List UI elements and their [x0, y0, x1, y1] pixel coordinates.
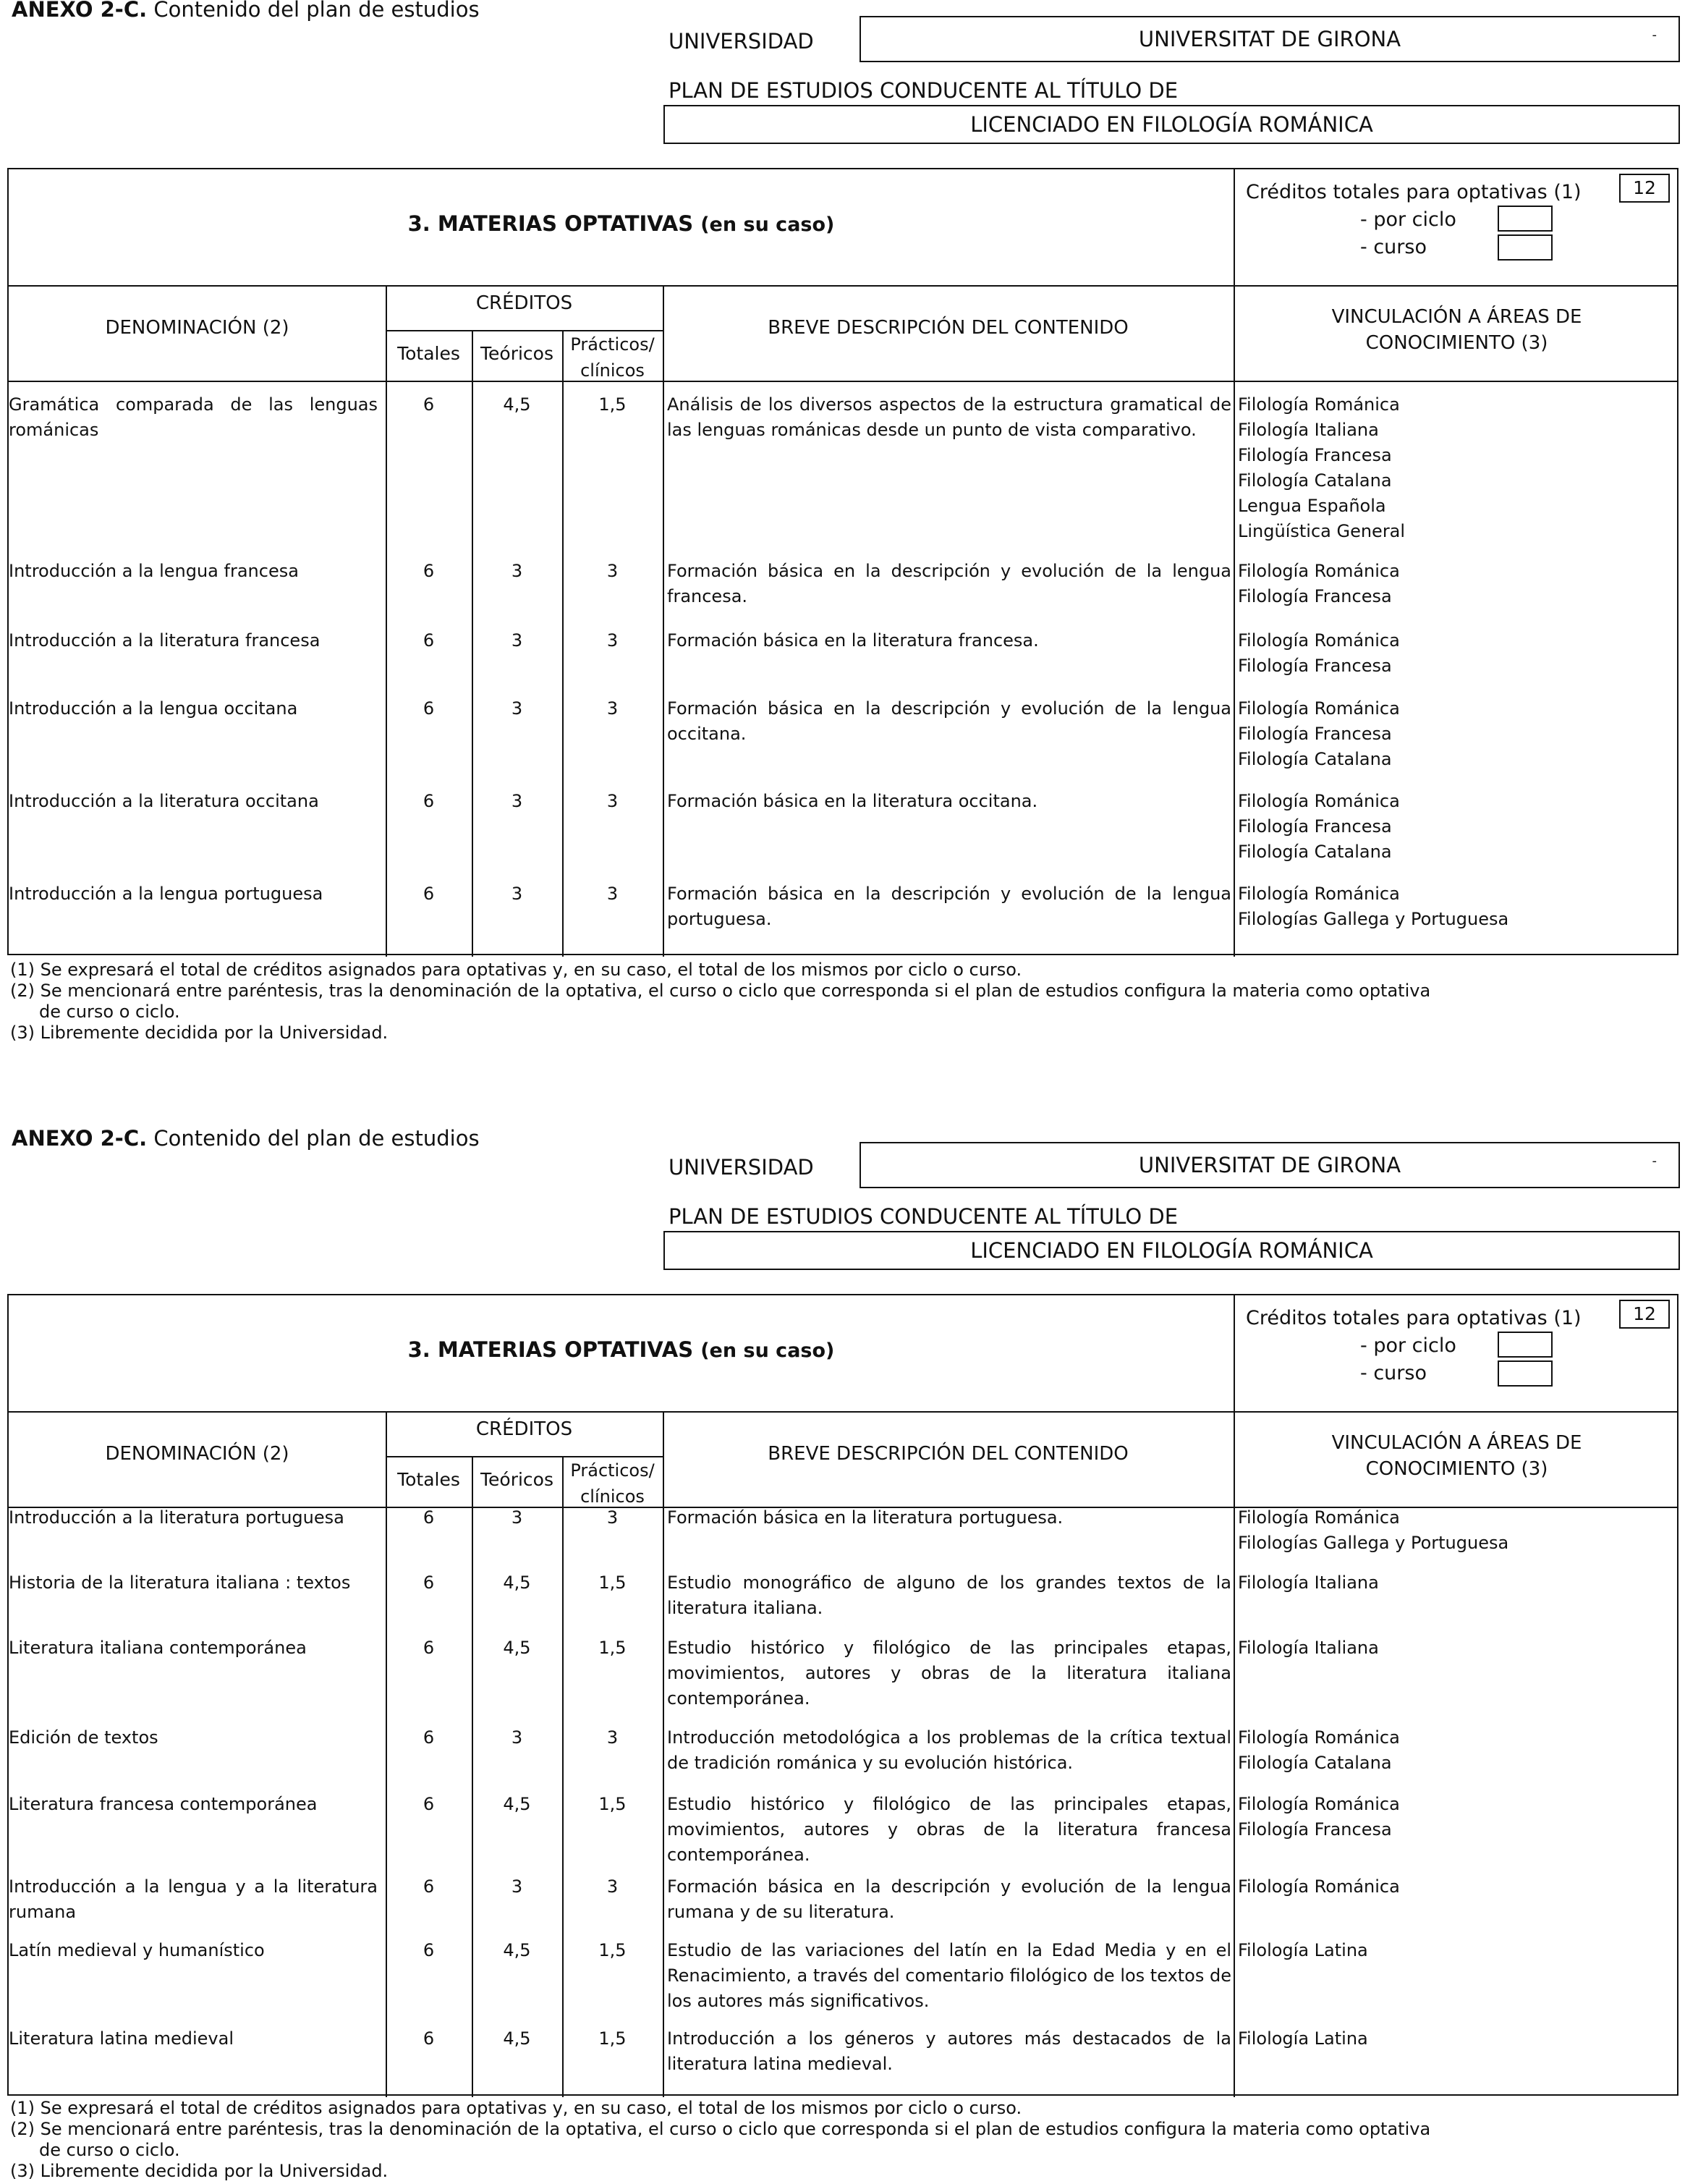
universidad-field — [860, 1142, 1680, 1188]
credits-practice: 1,5 — [598, 394, 627, 415]
subject-description: Estudio histórico y filológico de las principales etapas, movimientos, autores y obras de la literatura italiana contemporánea. — [667, 1638, 1231, 1709]
footnotes — [10, 2098, 1660, 2182]
credits-total: 6 — [423, 630, 435, 651]
area-item: Filología Catalana — [1238, 1753, 1392, 1773]
por-ciclo-box — [1498, 206, 1553, 232]
col-teoricos: Teóricos — [480, 343, 553, 364]
area-item: Filología Latina — [1238, 2028, 1368, 2049]
plan-label: PLAN DE ESTUDIOS CONDUCENTE AL TÍTULO DE — [669, 1204, 1179, 1229]
knowledge-areas — [1238, 628, 1672, 679]
col-divider-descripcion — [1234, 1411, 1235, 2097]
credits-theory: 4,5 — [503, 1940, 531, 1960]
subject-name: Introducción a la literatura portuguesa — [9, 1507, 344, 1528]
col-totales: Totales — [397, 1469, 460, 1490]
por-ciclo-box — [1498, 1332, 1553, 1358]
col-divider-teoricos — [562, 1456, 564, 2097]
area-item: Filología Italiana — [1238, 420, 1379, 440]
credits-practice: 3 — [606, 698, 619, 719]
credits-total: 6 — [423, 1794, 435, 1814]
credits-practice: 3 — [606, 561, 619, 581]
col-practicos: Prácticos/ clínicos — [570, 1460, 655, 1507]
subject-description: Estudio histórico y filológico de las principales etapas, movimientos, autores y obras de la literatura francesa contemporánea. — [667, 1794, 1231, 1865]
area-item: Filología Románica — [1238, 1876, 1400, 1897]
annex-title: ANEXO 2-C. Contenido del plan de estudios — [12, 1126, 480, 1151]
header-rule — [9, 285, 1677, 287]
credits-practice: 1,5 — [598, 1794, 627, 1814]
footnote-3: (3) Libremente decidida por la Universidad. — [10, 1023, 389, 1043]
creditos-totales-label: Créditos totales para optativas (1) — [1246, 1307, 1582, 1329]
credits-theory: 3 — [511, 630, 523, 651]
credits-practice: 3 — [606, 1507, 619, 1528]
area-item: Filología Francesa — [1238, 445, 1392, 465]
credits-total: 6 — [423, 2028, 435, 2049]
curso-label: - curso — [1360, 1362, 1427, 1384]
subject-name: Introducción a la lengua portuguesa — [9, 884, 323, 904]
area-item: Filología Románica — [1238, 1727, 1400, 1748]
knowledge-areas — [1238, 696, 1672, 772]
subject-name: Introducción a la literatura occitana — [9, 791, 319, 811]
col-creditos: CRÉDITOS — [475, 292, 573, 314]
credits-practice: 1,5 — [598, 1638, 627, 1658]
credits-total: 6 — [423, 1507, 435, 1528]
header-divider — [1234, 1295, 1235, 1413]
footnote-2: (2) Se mencionará entre paréntesis, tras la denominación de la optativa, el curso o ciclo que corresponda si el plan de estudios configura la materia como optativa — [10, 2119, 1431, 2139]
area-item: Filología Latina — [1238, 1940, 1368, 1960]
annex-title: ANEXO 2-C. Contenido del plan de estudios — [12, 0, 480, 22]
area-item: Filología Italiana — [1238, 1638, 1379, 1658]
creditos-totales-box — [1619, 1300, 1670, 1329]
area-item: Lengua Española — [1238, 496, 1386, 516]
knowledge-areas — [1238, 1725, 1672, 1776]
area-item: Filología Románica — [1238, 561, 1400, 581]
knowledge-areas — [1238, 1792, 1672, 1842]
materias-table-2 — [7, 1294, 1678, 2096]
subject-description: Introducción a los géneros y autores más destacados de la literatura latina medieval. — [667, 2028, 1231, 2074]
credits-theory: 4,5 — [503, 2028, 531, 2049]
area-item: Filología Catalana — [1238, 842, 1392, 862]
credits-theory: 4,5 — [503, 1638, 531, 1658]
knowledge-areas — [1238, 881, 1672, 932]
credits-theory: 4,5 — [503, 1794, 531, 1814]
area-item: Filología Románica — [1238, 698, 1400, 719]
titulo-value: LICENCIADO EN FILOLOGÍA ROMÁNICA — [970, 1238, 1373, 1263]
titulo-field — [663, 105, 1680, 144]
col-denominacion: DENOMINACIÓN (2) — [105, 1443, 289, 1465]
materias-table-1 — [7, 168, 1678, 955]
footnote-3: (3) Libremente decidida por la Universidad. — [10, 2161, 389, 2181]
subject-name: Literatura francesa contemporánea — [9, 1794, 318, 1814]
knowledge-areas — [1238, 1570, 1672, 1596]
area-item: Filología Románica — [1238, 884, 1400, 904]
subject-name: Introducción a la lengua occitana — [9, 698, 298, 719]
col-teoricos: Teóricos — [480, 1469, 553, 1490]
footnotes — [10, 960, 1660, 1044]
subject-description: Formación básica en la literatura francesa. — [667, 630, 1039, 651]
subject-name: Gramática comparada de las lenguas románicas — [9, 394, 378, 440]
area-item: Filología Francesa — [1238, 1819, 1392, 1840]
curso-label: - curso — [1360, 236, 1427, 258]
field-mark: - — [1652, 27, 1657, 43]
credits-practice: 3 — [606, 630, 619, 651]
col-divider-practicos — [663, 1411, 664, 2097]
subject-name: Literatura italiana contemporánea — [9, 1638, 307, 1658]
knowledge-areas — [1238, 392, 1672, 544]
credits-total: 6 — [423, 698, 435, 719]
knowledge-areas — [1238, 789, 1672, 865]
subject-description: Formación básica en la descripción y evolución de la lengua occitana. — [667, 698, 1231, 744]
area-item: Filologías Gallega y Portuguesa — [1238, 1533, 1509, 1553]
credits-total: 6 — [423, 1940, 435, 1960]
area-item: Filología Francesa — [1238, 656, 1392, 676]
universidad-label: UNIVERSIDAD — [669, 1155, 814, 1180]
credits-theory: 3 — [511, 561, 523, 581]
area-item: Filología Francesa — [1238, 816, 1392, 837]
subject-description: Estudio monográfico de alguno de los grandes textos de la literatura italiana. — [667, 1573, 1231, 1618]
area-item: Filologías Gallega y Portuguesa — [1238, 909, 1509, 929]
footnote-2-cont: de curso o ciclo. — [39, 2140, 180, 2160]
creditos-totales-box — [1619, 174, 1670, 203]
area-item: Filología Catalana — [1238, 749, 1392, 769]
col-divider-totales — [472, 1456, 473, 2097]
column-header-rule — [9, 381, 1677, 382]
area-item: Filología Italiana — [1238, 1573, 1379, 1593]
credits-theory: 4,5 — [503, 394, 531, 415]
col-creditos: CRÉDITOS — [475, 1418, 573, 1440]
subject-description: Estudio de las variaciones del latín en la Edad Media y en el Renacimiento, a través del comentario filológico de los textos de los autores más significativos. — [667, 1940, 1231, 2011]
header-rule — [9, 1411, 1677, 1413]
credits-theory: 3 — [511, 1876, 523, 1897]
creditos-totales-value: 12 — [1633, 177, 1656, 198]
col-practicos: Prácticos/ clínicos — [570, 334, 655, 381]
credits-total: 6 — [423, 1573, 435, 1593]
credits-total: 6 — [423, 1638, 435, 1658]
knowledge-areas — [1238, 2026, 1672, 2052]
credits-practice: 1,5 — [598, 2028, 627, 2049]
area-item: Filología Francesa — [1238, 586, 1392, 606]
footnote-2: (2) Se mencionará entre paréntesis, tras la denominación de la optativa, el curso o ciclo que corresponda si el plan de estudios configura la materia como optativa — [10, 981, 1431, 1001]
col-totales: Totales — [397, 343, 460, 364]
area-item: Filología Románica — [1238, 394, 1400, 415]
area-item: Filología Románica — [1238, 1507, 1400, 1528]
area-item: Lingüística General — [1238, 521, 1406, 541]
credits-theory: 3 — [511, 884, 523, 904]
credits-total: 6 — [423, 394, 435, 415]
plan-label: PLAN DE ESTUDIOS CONDUCENTE AL TÍTULO DE — [669, 78, 1179, 103]
footnote-2-cont: de curso o ciclo. — [39, 1002, 180, 1022]
header-divider — [1234, 169, 1235, 287]
col-breve: BREVE DESCRIPCIÓN DEL CONTENIDO — [768, 317, 1129, 339]
col-breve: BREVE DESCRIPCIÓN DEL CONTENIDO — [768, 1443, 1129, 1465]
credits-practice: 1,5 — [598, 1940, 627, 1960]
footnote-1: (1) Se expresará el total de créditos asignados para optativas y, en su caso, el total de los mismos por ciclo o curso. — [10, 2098, 1022, 2118]
credits-practice: 1,5 — [598, 1573, 627, 1593]
subject-name: Introducción a la literatura francesa — [9, 630, 321, 651]
subject-description: Formación básica en la descripción y evolución de la lengua portuguesa. — [667, 884, 1231, 929]
curso-box — [1498, 234, 1553, 261]
credits-theory: 3 — [511, 698, 523, 719]
universidad-label: UNIVERSIDAD — [669, 29, 814, 54]
col-divider-denominacion — [386, 285, 387, 957]
subject-name: Latín medieval y humanístico — [9, 1940, 265, 1960]
creditos-totales-label: Créditos totales para optativas (1) — [1246, 181, 1582, 203]
knowledge-areas — [1238, 1874, 1672, 1900]
section-title: 3. MATERIAS OPTATIVAS (en su caso) — [407, 1337, 835, 1362]
subject-name: Introducción a la lengua francesa — [9, 561, 299, 581]
por-ciclo-label: - por ciclo — [1360, 208, 1456, 231]
col-divider-practicos — [663, 285, 664, 957]
creditos-totales-value: 12 — [1633, 1303, 1656, 1324]
titulo-field — [663, 1231, 1680, 1270]
subject-description: Introducción metodológica a los problemas de la crítica textual de tradición románica y su evolución histórica. — [667, 1727, 1231, 1773]
credits-total: 6 — [423, 561, 435, 581]
knowledge-areas — [1238, 1938, 1672, 1963]
titulo-value: LICENCIADO EN FILOLOGÍA ROMÁNICA — [970, 112, 1373, 137]
knowledge-areas — [1238, 1635, 1672, 1661]
col-vinculacion: VINCULACIÓN A ÁREAS DE CONOCIMIENTO (3) — [1331, 1432, 1582, 1480]
credits-theory: 4,5 — [503, 1573, 531, 1593]
subject-name: Introducción a la lengua y a la literatura rumana — [9, 1876, 378, 1922]
area-item: Filología Románica — [1238, 630, 1400, 651]
credits-total: 6 — [423, 791, 435, 811]
subject-description: Análisis de los diversos aspectos de la estructura gramatical de las lenguas románicas desde un punto de vista comparativo. — [667, 394, 1231, 440]
subject-description: Formación básica en la literatura portuguesa. — [667, 1507, 1064, 1528]
universidad-value: UNIVERSITAT DE GIRONA — [1138, 1153, 1401, 1177]
credits-practice: 3 — [606, 1727, 619, 1748]
subject-description: Formación básica en la literatura occitana. — [667, 791, 1038, 811]
footnote-1: (1) Se expresará el total de créditos asignados para optativas y, en su caso, el total de los mismos por ciclo o curso. — [10, 960, 1022, 980]
col-denominacion: DENOMINACIÓN (2) — [105, 317, 289, 339]
area-item: Filología Románica — [1238, 1794, 1400, 1814]
knowledge-areas — [1238, 559, 1672, 609]
subject-description: Formación básica en la descripción y evolución de la lengua rumana y de su literatura. — [667, 1876, 1231, 1922]
credits-practice: 3 — [606, 884, 619, 904]
col-vinculacion: VINCULACIÓN A ÁREAS DE CONOCIMIENTO (3) — [1331, 306, 1582, 354]
credits-theory: 3 — [511, 1727, 523, 1748]
credits-theory: 3 — [511, 791, 523, 811]
universidad-field — [860, 16, 1680, 62]
subject-name: Edición de textos — [9, 1727, 158, 1748]
area-item: Filología Catalana — [1238, 470, 1392, 491]
por-ciclo-label: - por ciclo — [1360, 1334, 1456, 1357]
universidad-value: UNIVERSITAT DE GIRONA — [1138, 27, 1401, 51]
credits-practice: 3 — [606, 791, 619, 811]
subject-name: Historia de la literatura italiana : textos — [9, 1573, 351, 1593]
knowledge-areas — [1238, 1505, 1672, 1556]
field-mark: - — [1652, 1154, 1657, 1169]
area-item: Filología Francesa — [1238, 724, 1392, 744]
credits-total: 6 — [423, 1727, 435, 1748]
subject-description: Formación básica en la descripción y evolución de la lengua francesa. — [667, 561, 1231, 606]
credits-theory: 3 — [511, 1507, 523, 1528]
subject-name: Literatura latina medieval — [9, 2028, 234, 2049]
credits-practice: 3 — [606, 1876, 619, 1897]
col-divider-descripcion — [1234, 285, 1235, 957]
credits-total: 6 — [423, 1876, 435, 1897]
section-title: 3. MATERIAS OPTATIVAS (en su caso) — [407, 211, 835, 236]
area-item: Filología Románica — [1238, 791, 1400, 811]
curso-box — [1498, 1360, 1553, 1387]
credits-total: 6 — [423, 884, 435, 904]
